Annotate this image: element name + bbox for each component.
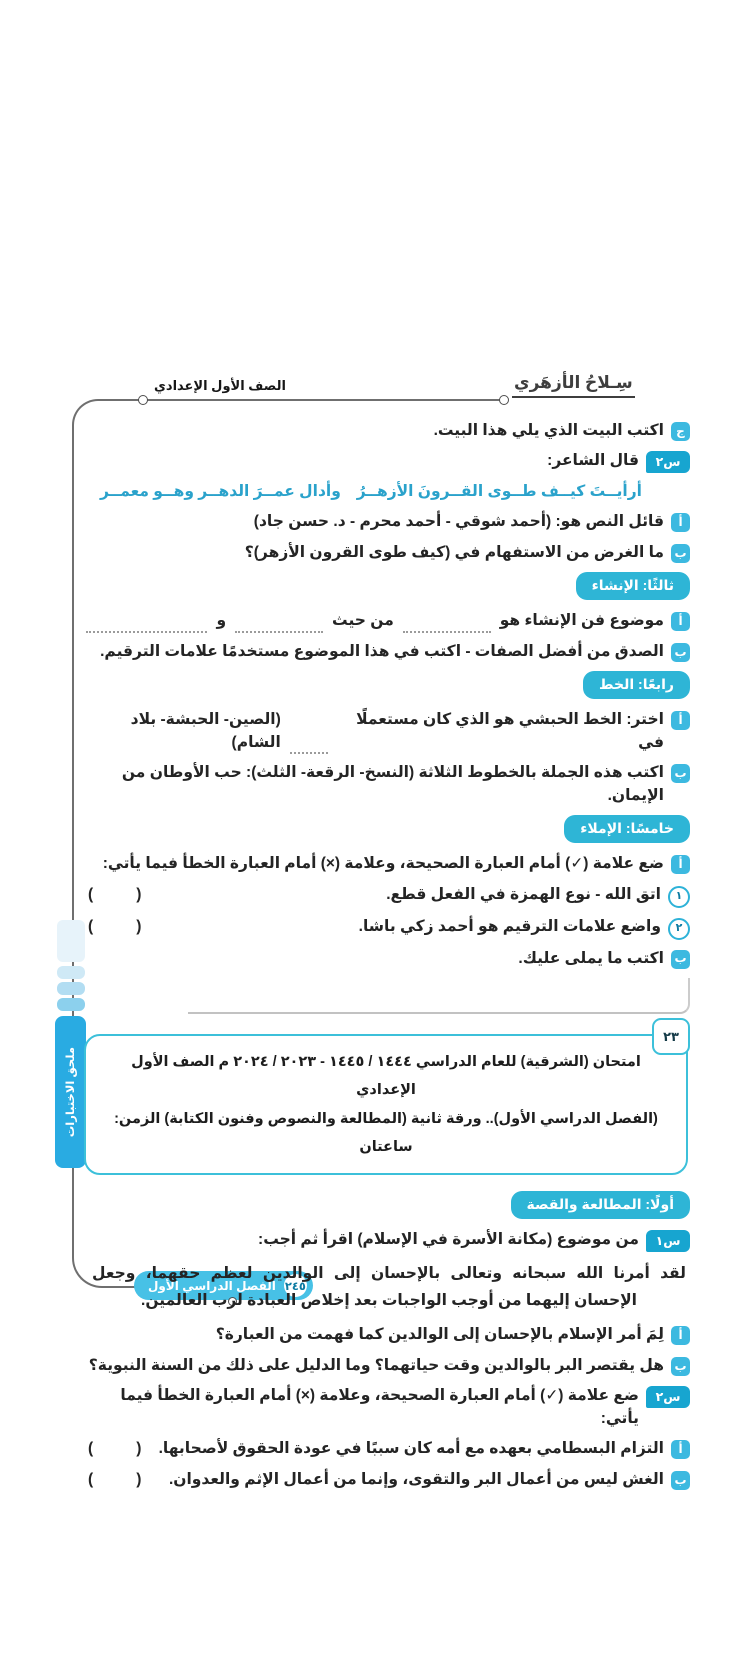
question-part bbox=[84, 853, 690, 875]
item-text: واضع علامات الترقيم هو أحمد زكي باشا. bbox=[358, 917, 661, 935]
reading-passage: لقد أمرنا الله سبحانه وتعالى بالإحسان إلى الوالدين لعظم حقهما، وجعل الإحسان إليهما من أوجب الواجبات بعد إخلاص العبادة لرب العالمين. bbox=[92, 1265, 686, 1310]
question-part-with-blanks bbox=[84, 610, 690, 632]
part-text: و bbox=[216, 612, 227, 630]
question-part bbox=[84, 1324, 690, 1346]
blank-line bbox=[235, 616, 323, 633]
item-text: الغش ليس من أعمال البر والتقوى، وإنما من أعمال الإثم والعدوان. bbox=[168, 1470, 664, 1488]
sidebar-tab bbox=[57, 982, 85, 995]
question-part bbox=[84, 762, 690, 807]
sidebar-tab bbox=[57, 966, 85, 979]
item-number-badge: ١ bbox=[668, 886, 690, 908]
section-header-row bbox=[84, 572, 690, 600]
part-badge: أ bbox=[671, 612, 690, 631]
question-part bbox=[84, 511, 690, 533]
section-label-composition: ثالثًا: الإنشاء bbox=[576, 572, 690, 600]
page-number: ٢٤٥ bbox=[284, 1274, 307, 1297]
part-badge: ب bbox=[671, 1471, 690, 1490]
poem-first-hemistich: أرأيــتَ كيــف طــوى القــرونَ الأزهــرُ bbox=[356, 483, 642, 501]
exam-content bbox=[84, 420, 690, 1499]
part-text: الصدق من أفضل الصفات - اكتب في هذا الموضوع مستخدمًا علامات الترقيم. bbox=[100, 642, 664, 660]
question-badge: س٢ bbox=[646, 1386, 690, 1408]
part-badge: ب bbox=[671, 544, 690, 563]
question-part bbox=[84, 542, 690, 564]
sidebar-tab bbox=[57, 920, 85, 962]
exam-title-line2: (الفصل الدراسي الأول).. ورقة ثانية (المطالعة والنصوص وفنون الكتابة) الزمن: ساعتان bbox=[114, 1110, 658, 1155]
part-badge: أ bbox=[671, 513, 690, 532]
true-false-item bbox=[84, 916, 690, 940]
answer-parentheses: ( ) bbox=[88, 917, 142, 935]
item-text: اتق الله - نوع الهمزة في الفعل قطع. bbox=[386, 885, 661, 903]
sidebar-tab-label: ملحق الاختبارات bbox=[64, 1046, 77, 1138]
question-part bbox=[84, 641, 690, 663]
part-badge: ب bbox=[671, 950, 690, 969]
part-badge: أ bbox=[671, 1440, 690, 1459]
answer-badge: ج bbox=[671, 422, 690, 441]
question-badge: س١ bbox=[646, 1230, 690, 1252]
answer-parentheses: ( ) bbox=[88, 1440, 142, 1458]
true-false-item bbox=[84, 1469, 690, 1491]
section-header-row bbox=[84, 815, 690, 843]
section-header-row bbox=[84, 671, 690, 699]
header-node-icon bbox=[499, 395, 509, 405]
true-false-item bbox=[84, 1438, 690, 1460]
true-false-item bbox=[84, 884, 690, 908]
part-badge: ب bbox=[671, 764, 690, 783]
question-text: ضع علامة (✓) أمام العبارة الصحيحة، وعلامة (×) أمام العبارة الخطأ فيما يأتي: bbox=[120, 1387, 639, 1427]
blank-line bbox=[86, 616, 207, 633]
part-badge: أ bbox=[671, 711, 690, 730]
question-badge: س٢ bbox=[646, 451, 690, 473]
choices-text: (الصين- الحبشة- بلاد الشام) bbox=[130, 711, 281, 751]
item-text: التزام البسطامي بعهده مع أمه كان سببًا في عودة الحقوق لأصحابها. bbox=[158, 1440, 664, 1458]
section-label-reading: أولًا: المطالعة والقصة bbox=[511, 1191, 690, 1219]
sidebar-tab bbox=[57, 998, 85, 1011]
part-text: ضع علامة (✓) أمام العبارة الصحيحة، وعلامة (×) أمام العبارة الخطأ فيما يأتي: bbox=[102, 855, 664, 873]
part-text: اختر: الخط الحبشي هو الذي كان مستعملًا في bbox=[356, 711, 664, 751]
poem-second-hemistich: وأدال عمــرَ الدهــر وهــو معمــر bbox=[100, 483, 341, 501]
part-text: اكتب ما يملى عليك. bbox=[518, 949, 664, 967]
exam-header-box bbox=[84, 1028, 688, 1175]
item-number-badge: ٢ bbox=[668, 918, 690, 940]
part-text: لِمَ أمر الإسلام بالإحسان إلى الوالدين كما فهمت من العبارة؟ bbox=[215, 1326, 664, 1344]
answer-text: اكتب البيت الذي يلي هذا البيت. bbox=[433, 422, 664, 439]
part-badge: ب bbox=[671, 1357, 690, 1376]
poem-line bbox=[84, 481, 690, 502]
question-text: من موضوع (مكانة الأسرة في الإسلام) اقرأ ثم أجب: bbox=[258, 1231, 639, 1249]
grade-label: الصف الأول الإعدادي bbox=[154, 378, 286, 393]
brand-logo: سِـلاحُ الأزهَري bbox=[512, 373, 635, 398]
part-text: موضوع فن الإنشاء هو bbox=[499, 612, 664, 630]
sidebar-tab-exams-appendix bbox=[55, 1016, 86, 1168]
exam-number-badge: ٢٣ bbox=[652, 1018, 690, 1055]
question-2-poetry bbox=[84, 450, 690, 473]
term-label: الفصل الدراسي الأول bbox=[148, 1278, 276, 1293]
header-rule bbox=[142, 399, 504, 401]
blank-line bbox=[290, 737, 329, 754]
header-node-icon bbox=[138, 395, 148, 405]
question-part bbox=[84, 948, 690, 970]
answer-parentheses: ( ) bbox=[88, 1470, 142, 1488]
dictation-writing-line bbox=[188, 978, 690, 1014]
section-label-dictation: خامسًا: الإملاء bbox=[564, 815, 690, 843]
blank-line bbox=[403, 616, 491, 633]
part-text: ما الغرض من الاستفهام في (كيف طوى القرون الأزهر)؟ bbox=[244, 543, 664, 561]
section-header-row bbox=[84, 1191, 690, 1219]
part-badge: أ bbox=[671, 1326, 690, 1345]
question-text: قال الشاعر: bbox=[547, 452, 639, 470]
question-part-with-blanks bbox=[84, 709, 690, 754]
question-2 bbox=[84, 1385, 690, 1430]
question-1 bbox=[84, 1229, 690, 1252]
section-label-handwriting: رابعًا: الخط bbox=[583, 671, 690, 699]
answer-parentheses: ( ) bbox=[88, 885, 142, 903]
part-text: هل يقتصر البر بالوالدين وقت حياتهما؟ وما الدليل على ذلك من السنة النبوية؟ bbox=[88, 1356, 664, 1374]
part-badge: ب bbox=[671, 643, 690, 662]
question-part bbox=[84, 1355, 690, 1377]
exam-title-line1: امتحان (الشرقية) للعام الدراسي ١٤٤٤ / ١٤٤٥ - ٢٠٢٣ / ٢٠٢٤ م الصف الأول الإعدادي bbox=[131, 1054, 641, 1099]
answer-line bbox=[84, 420, 690, 442]
part-text: اكتب هذه الجملة بالخطوط الثلاثة (النسخ- الرقعة- الثلث): حب الأوطان من الإيمان. bbox=[121, 764, 664, 804]
part-text: من حيث bbox=[332, 612, 394, 630]
part-text: قائل النص هو: (أحمد شوقي - أحمد محرم - د. حسن جاد) bbox=[253, 513, 664, 531]
part-badge: أ bbox=[671, 855, 690, 874]
